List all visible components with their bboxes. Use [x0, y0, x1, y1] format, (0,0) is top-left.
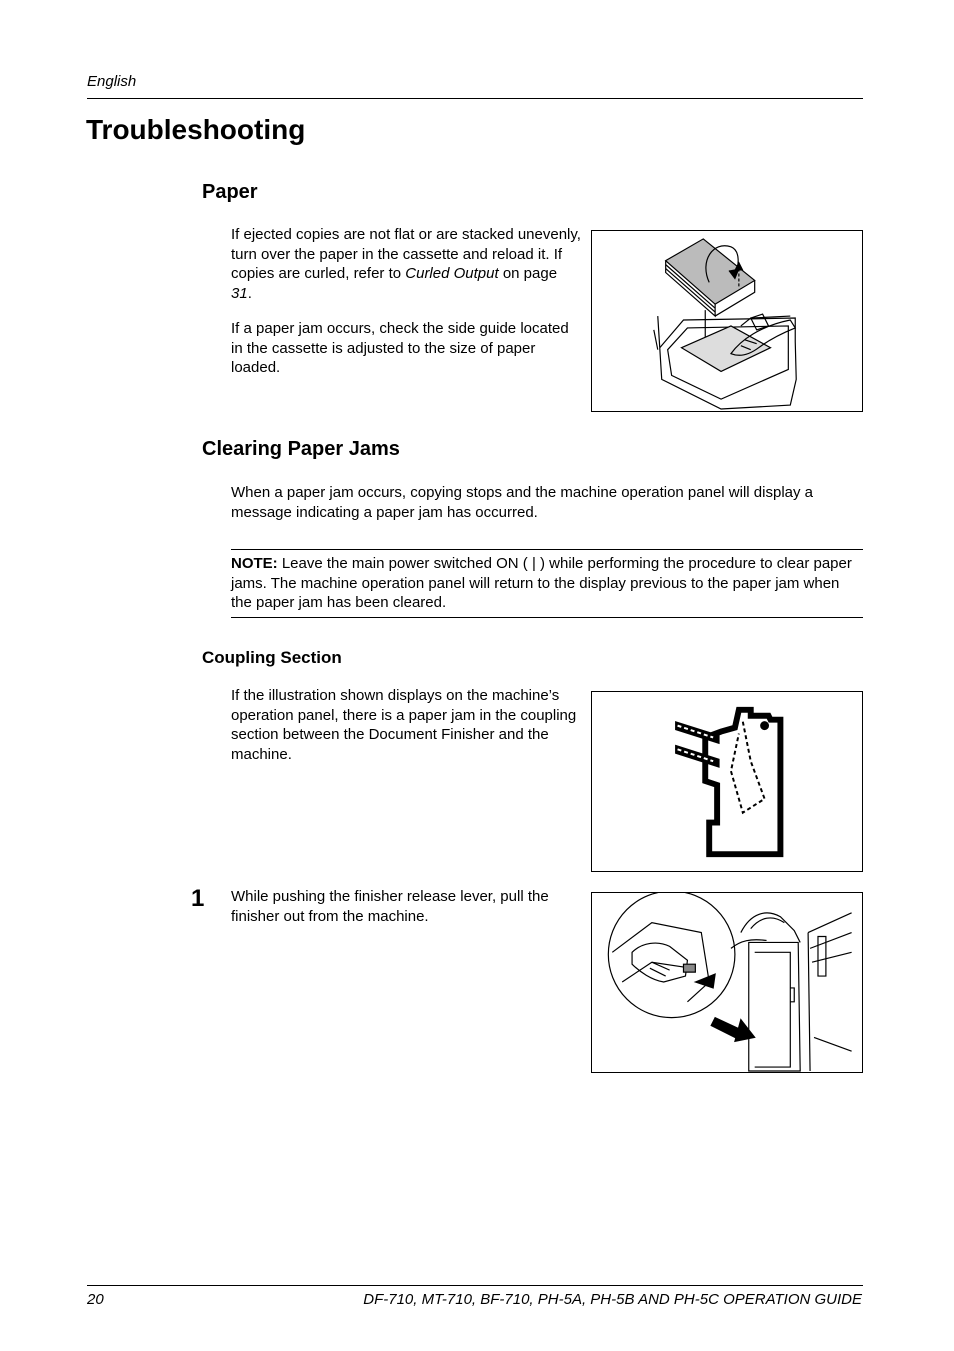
paper-paragraph-2: If a paper jam occurs, check the side guide located in the cassette is adjusted to the size of paper loaded. [231, 320, 569, 376]
finisher-jam-icon [592, 692, 862, 871]
note-text: Leave the main power switched ON ( | ) while performing the procedure to clear paper jams. The machine operation panel will return to the display previous to the paper jam when the paper jam has been cleared. [231, 555, 852, 611]
coupling-text: If the illustration shown displays on the machine’s operation panel, there is a paper jam in the coupling section between the Document Finisher and the machine. [231, 687, 577, 763]
step-1-text: While pushing the finisher release lever, pull the finisher out from the machine. [231, 888, 549, 925]
paper-text-a: If ejected copies are not flat or are stacked unevenly, turn over the paper in the cassette and reload it. If copies are curled, refer to [231, 226, 581, 282]
coupling-heading: Coupling Section [202, 648, 342, 667]
note-bottom-rule [231, 617, 863, 618]
step-1-number: 1 [191, 885, 205, 912]
paper-text-b: on page [498, 265, 558, 282]
paper-heading: Paper [202, 181, 258, 203]
note-label: NOTE: [231, 555, 278, 572]
page-title: Troubleshooting [86, 114, 306, 145]
note-box [231, 554, 863, 613]
paper-paragraph-1 [231, 225, 581, 303]
coupling-jam-indicator [591, 691, 863, 872]
clearing-heading: Clearing Paper Jams [202, 438, 400, 460]
note-top-rule [231, 549, 863, 550]
footer-page-number: 20 [87, 1291, 104, 1308]
footer-guide-title: DF-710, MT-710, BF-710, PH-5A, PH-5B AND PH-5C OPERATION GUIDE [363, 1291, 862, 1308]
paper-text-end: . [247, 284, 252, 302]
finisher-release-drawing [592, 893, 862, 1072]
curled-output-reference: Curled Output [405, 265, 499, 282]
paper-cassette-illustration [591, 230, 863, 412]
header-rule [87, 98, 863, 99]
header-language: English [87, 73, 137, 90]
finisher-release-illustration [591, 892, 863, 1073]
clearing-intro: When a paper jam occurs, copying stops and the machine operation panel will display a message indicating a paper jam has occurred. [231, 484, 813, 521]
cassette-drawing [592, 231, 862, 411]
page-reference: 31 [231, 284, 248, 302]
footer-rule [87, 1285, 863, 1286]
